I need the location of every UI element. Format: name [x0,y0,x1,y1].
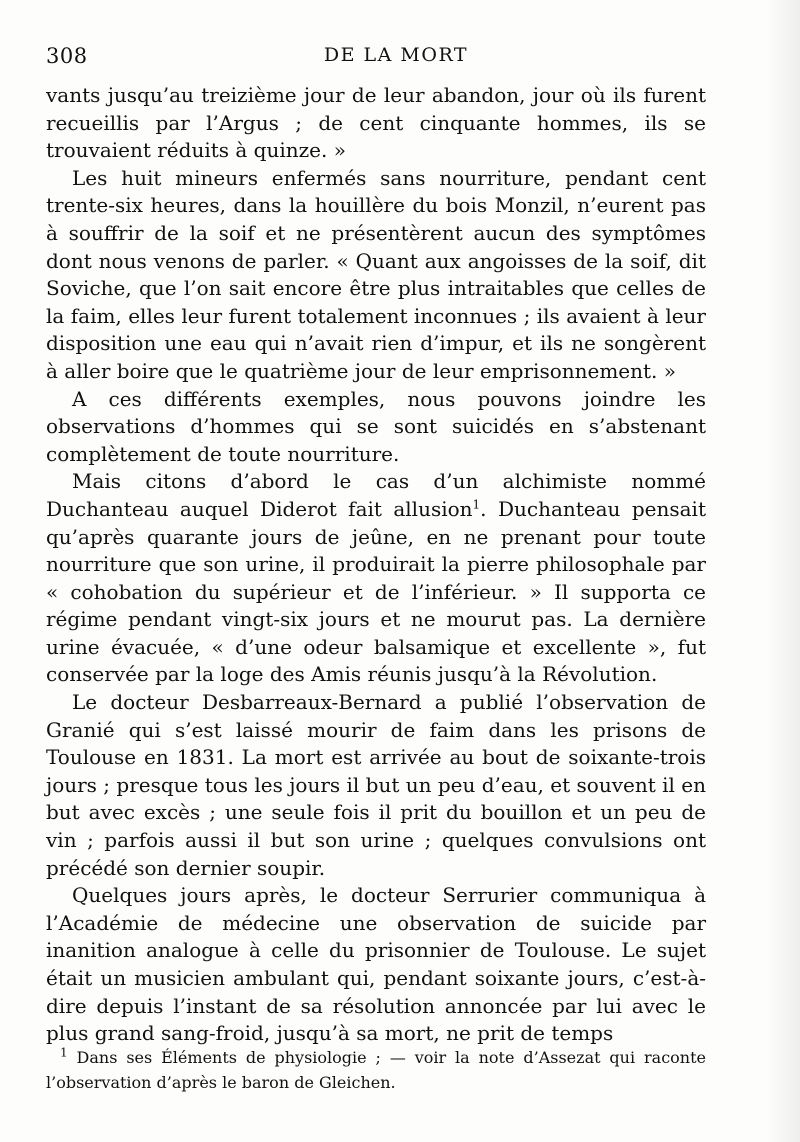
footnote-1 [46,1045,706,1095]
footnote-reference-1: 1 [472,497,481,512]
paragraph-mineurs: Les huit mineurs enfermés sans nourriture, pendant cent trente-six heures, dans la houillère du bois Monzil, n’eurent pas à souffrir de la soif et ne présentèrent aucun des symptômes dont nous venons de parler. « Quant aux angoisses de la soif, dit Soviche, que l’on sait encore être plus intraitables que celles de la faim, elles leur furent totalement inconnues ; ils avaient à leur disposition une eau qui n’avait rien d’impur, et ils ne songèrent à aller boire que le quatrième jour de leur emprisonnement. » [46,165,706,383]
body-text [46,82,706,1048]
footnotes [46,1045,706,1095]
paragraph-duchanteau-end: . Duchanteau pensait qu’après quarante jours de jeûne, en ne prenant pour toute nourriture que son urine, il produirait la pierre philosophale par « cohobation du supérieur et de l’inférieur. » Il supporta ce régime pendant vingt-six jours et ne mourut pas. La dernière urine évacuée, « d’une odeur balsamique et excellente », fut conservée par la loge des Amis réunis jusqu’à la Révolution. [46,496,706,687]
paragraph-granie: Le docteur Desbarreaux-Bernard a publié l’observation de Granié qui s’est laissé mourir de faim dans les prisons de Toulouse en 1831. La mort est arrivée au bout de soixante-trois jours ; presque tous les jours il but un peu d’eau, et souvent il en but avec excès ; une seule fois il prit du bouillon et un peu de vin ; parfois aussi il but son urine ; quelques convulsions ont précédé son dernier soupir. [46,690,706,880]
paragraph-exemples: A ces différents exemples, nous pouvons joindre les observations d’hommes qui se sont suicidés en s’abstenant complètement de toute nourriture. [46,386,706,466]
paragraph-duchanteau [46,468,706,689]
footnote-text-1: Dans ses Éléments de physiologie ; — voir la note d’Assezat qui raconte l’observation d’après le baron de Gleichen. [46,1048,706,1092]
paragraph-continued: vants jusqu’au treizième jour de leur abandon, jour où ils furent recueillis par l’Argus ; de cent cinquante hommes, ils se trouvaient réduits à quinze. » [46,83,706,163]
paragraph-duchanteau-start: Mais citons d’abord le cas d’un alchimiste nommé Duchanteau auquel Diderot fait allusion [46,469,706,521]
page-edge-shadow [766,0,800,1142]
page-number: 308 [46,44,88,68]
paragraph-serrurier: Quelques jours après, le docteur Serrurier communiqua à l’Académie de médecine une observation de suicide par inanition analogue à celle du prisonnier de Toulouse. Le sujet était un musicien ambulant qui, pendant soixante jours, c’est-à-dire depuis l’instant de sa résolution annoncée par lui avec le plus grand sang-froid, jusqu’à sa mort, ne prit de temps [46,883,706,1046]
footnote-mark-1: 1 [60,1045,68,1060]
running-title: DE LA MORT [323,44,469,66]
page-header [46,44,706,74]
